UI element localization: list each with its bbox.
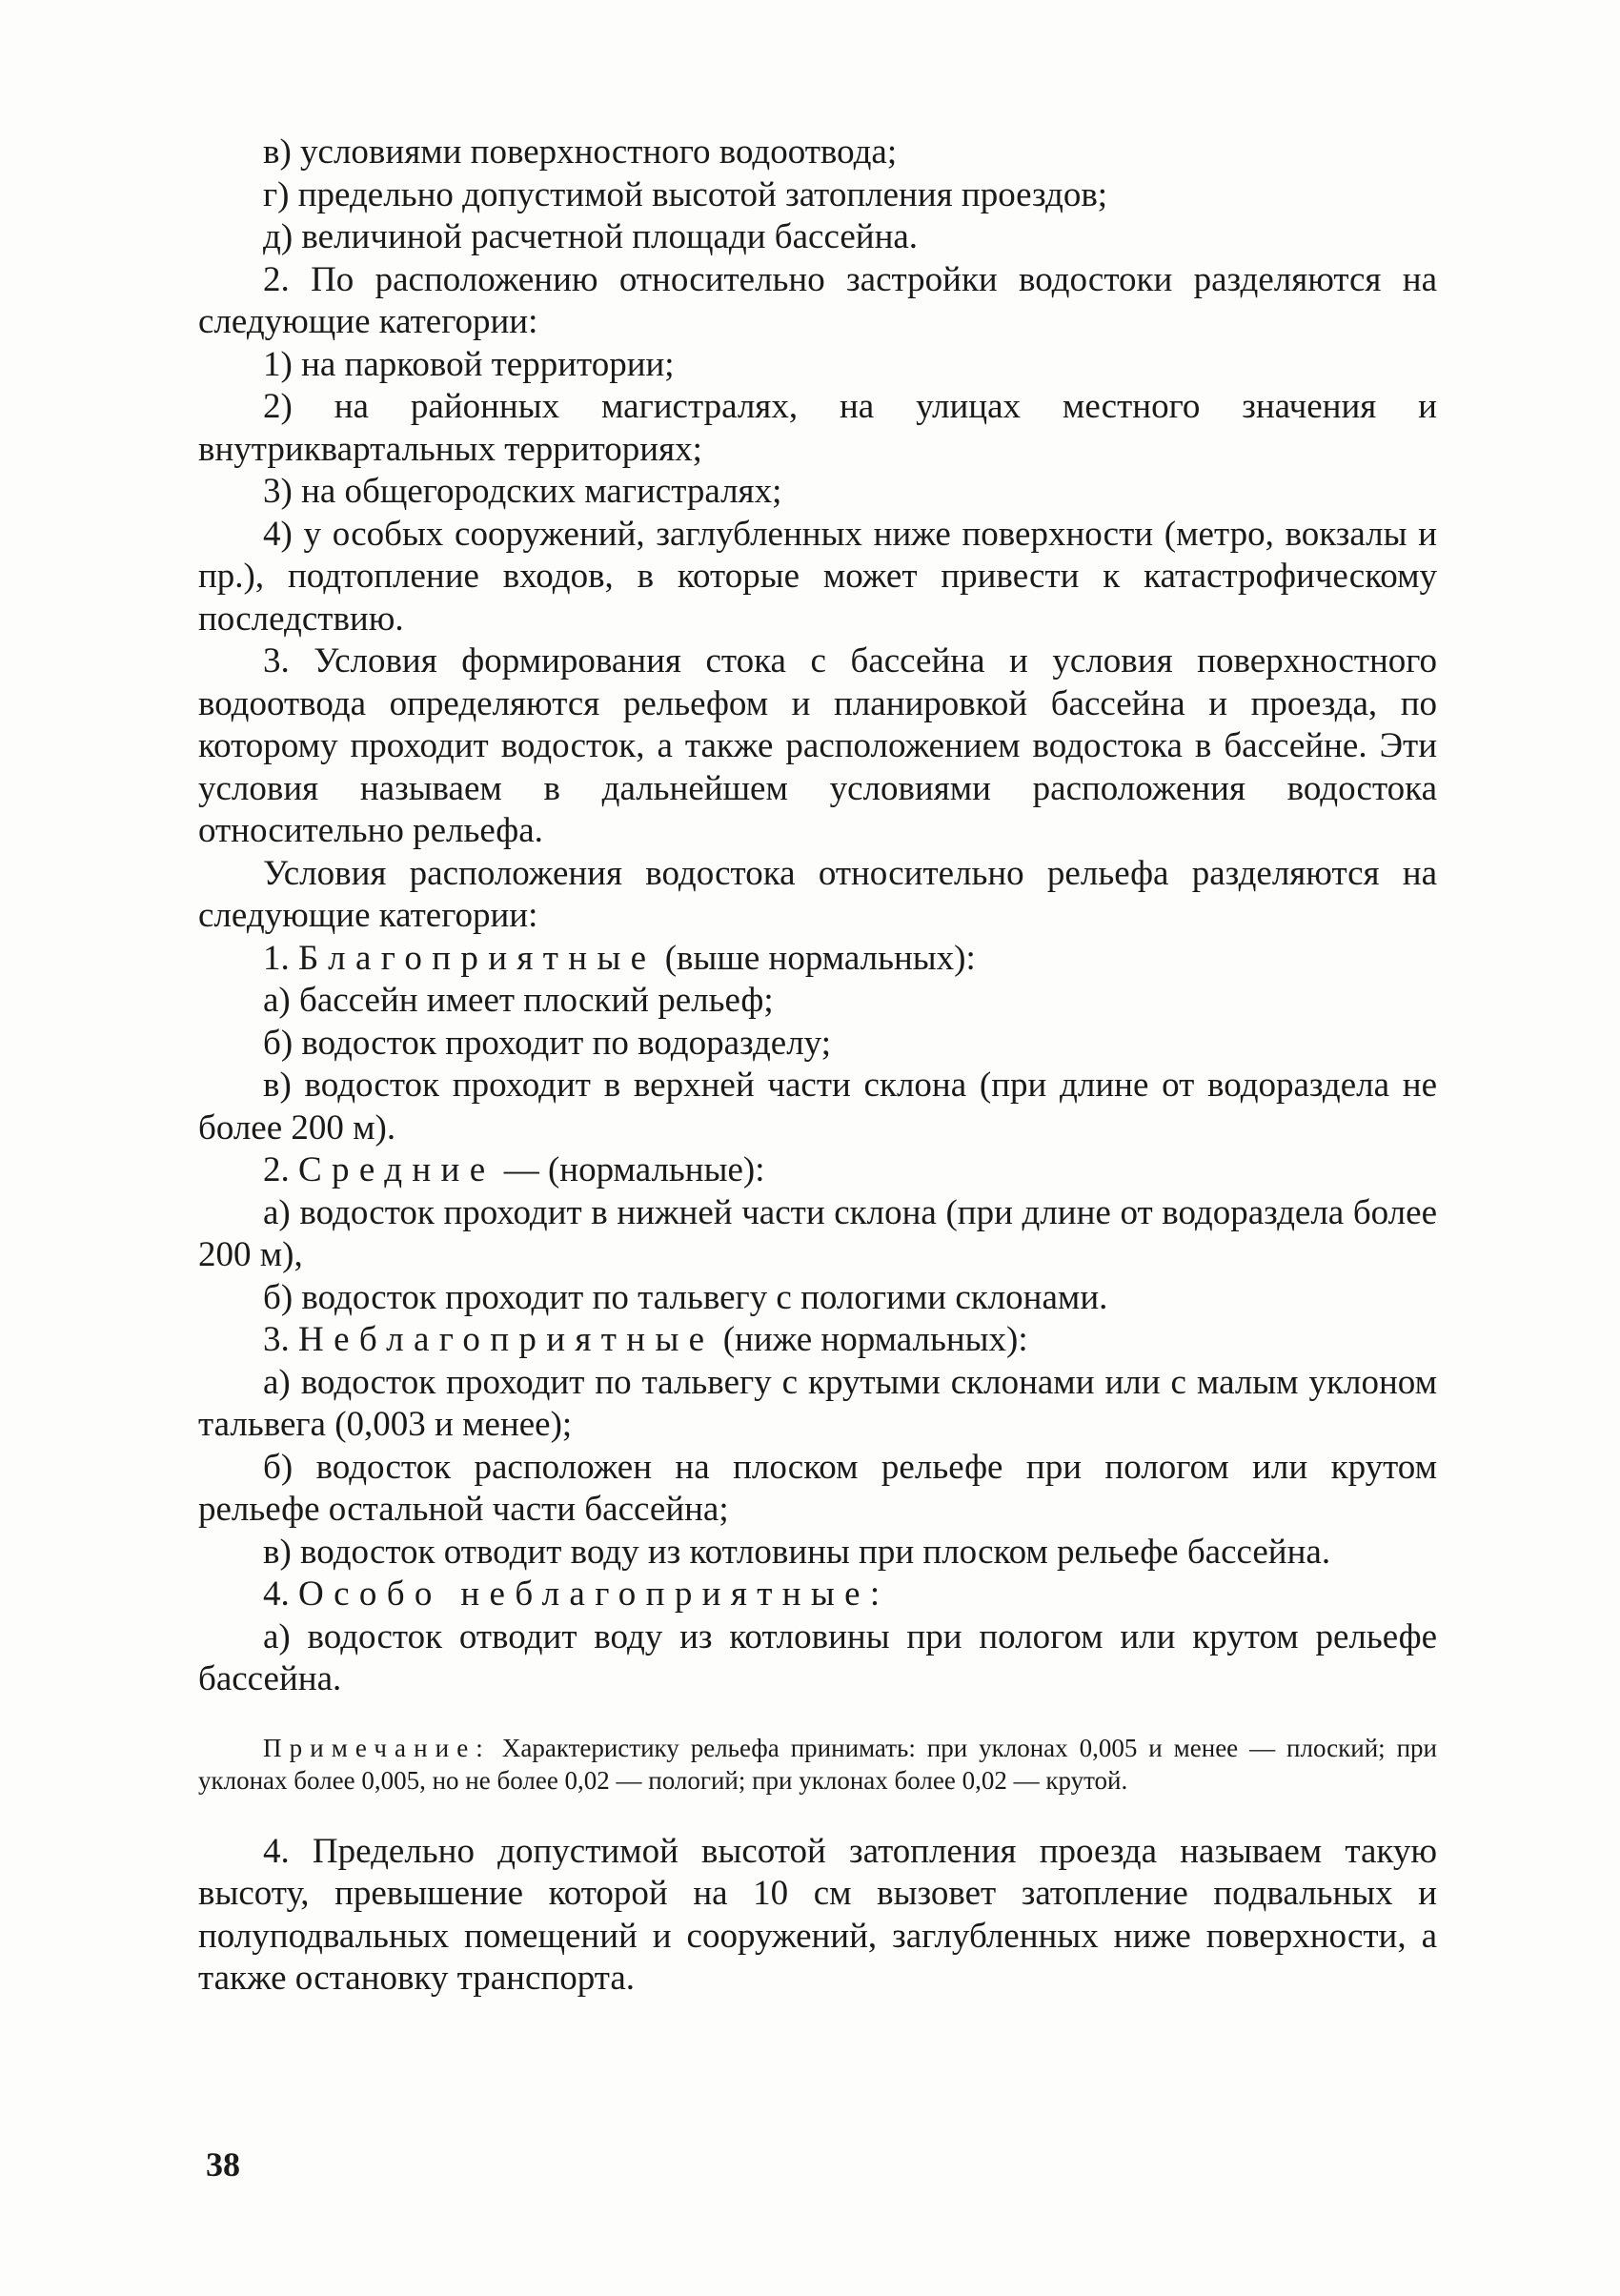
paragraph: а) бассейн имеет плоский рельеф; [263,981,774,1020]
paragraph: 2. По расположению относительно застройки водостоки разделяются на следующие категории: [198,259,1437,341]
paragraph: Условия расположения водостока относительно рельефа разделяются на следующие категории: [198,853,1437,935]
paragraph: д) величиной расчетной площади бассейна. [263,217,919,256]
paragraph: в) условиями поверхностного водоотвода; [263,132,898,172]
category-rest: (ниже нормальных): [714,1320,1028,1359]
category-heading [198,1574,1437,1616]
paragraph: б) водосток проходит по тальвегу с пологими склонами. [263,1277,1108,1317]
paragraph: а) водосток проходит по тальвегу с крутыми склонами или с малым уклоном тальвега (0,003 и менее); [198,1362,1437,1444]
category-heading [198,1149,1437,1192]
category-number: 4. [263,1575,298,1614]
paragraph: а) водосток отводит воду из котловины при пологом или крутом рельефе бассейна. [198,1616,1437,1698]
paragraph: 3. Условия формирования стока с бассейна и условия поверхностного водоотвода определяются рельефом и планировкой бассейна и проезда, по которому проходит водосток, а также расположением водостока в бассейне. Эти условия называем в дальнейшем условиями расположения водостока относительно рельефа. [198,641,1437,850]
page-number: 38 [206,2145,240,2184]
category-number: 3. [263,1320,298,1359]
category-rest: — (нормальные): [495,1150,765,1189]
category-heading [198,938,1437,981]
paragraph: 1) на парковой территории; [263,344,675,384]
paragraph: б) водосток расположен на плоском рельефе при пологом или крутом рельефе остальной части бассейна; [198,1447,1437,1529]
note [198,1732,1437,1797]
category-number: 2. [263,1150,298,1189]
paragraph: в) водосток проходит в верхней части склона (при длине от водораздела не более 200 м). [198,1066,1437,1148]
category-word: Средние [298,1150,496,1189]
note-label: Примечание: [263,1733,491,1762]
paragraph: 3) на общегородских магистралях; [263,472,782,511]
spacer [198,1797,1437,1831]
category-word: Неблагоприятные [298,1320,715,1359]
category-number: 1. [263,938,298,978]
category-rest: : [869,1575,881,1614]
note-text: Характеристику рельефа принимать: при уклонах 0,005 и менее — плоский; при уклонах более 0,005, но не более 0,02 — пологий; при уклонах более 0,02 — крутой. [198,1733,1437,1795]
paragraph: а) водосток проходит в нижней части склона (при длине от водораздела более 200 м), [198,1192,1437,1274]
text-column [198,132,1437,2001]
paragraph: в) водосток отводит воду из котловины при плоском рельефе бассейна. [263,1532,1331,1572]
category-word: Особо неблагоприятные [298,1575,870,1614]
paragraph: г) предельно допустимой высотой затопления проездов; [263,174,1108,214]
category-rest: (выше нормальных): [656,938,976,978]
paragraph: 2) на районных магистралях, на улицах местного значения и внутриквартальных территориях; [198,387,1437,469]
paragraph: б) водосток проходит по водоразделу; [263,1023,831,1063]
paragraph: 4. Предельно допустимой высотой затопления проезда называем такую высоту, превышение которой на 10 см вызовет затопление подвальных и полуподвальных помещений и сооружений, заглубленных ниже поверхности, а также остановку транспорта. [198,1831,1437,1998]
category-word: Благоприятные [298,938,657,978]
category-heading [198,1319,1437,1362]
paragraph: 4) у особых сооружений, заглубленных ниже поверхности (метро, вокзалы и пр.), подтопление входов, в которые может привести к катастрофическому последствию. [198,514,1437,639]
